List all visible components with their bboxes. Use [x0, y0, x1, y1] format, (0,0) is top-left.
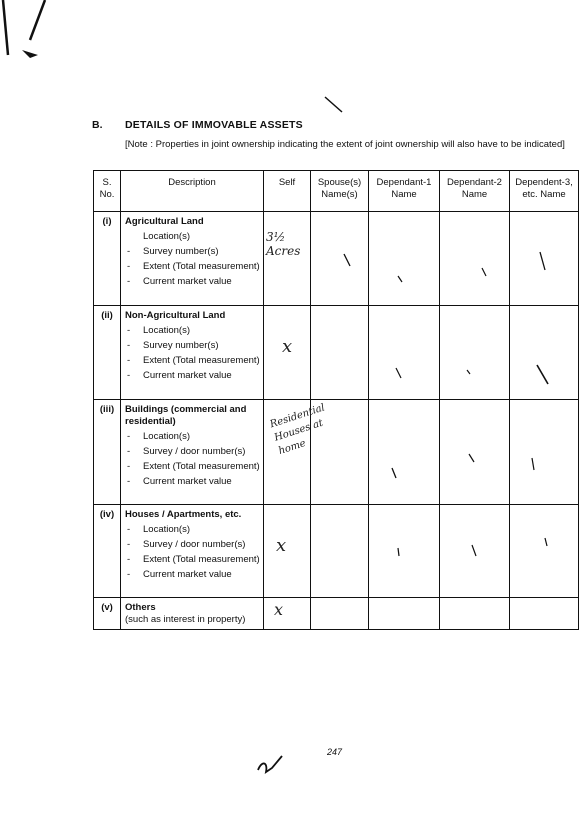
header-sno: S. No.: [94, 171, 121, 212]
row-self: x: [264, 598, 311, 630]
immovable-assets-table: [93, 170, 579, 630]
row-description: [121, 212, 264, 306]
row-dependant-2: [440, 400, 510, 505]
row-description: [121, 306, 264, 400]
row-dependant-2: [440, 505, 510, 598]
table-row: [94, 306, 579, 400]
list-item: Location(s): [143, 231, 190, 242]
row-sno: (i): [94, 212, 121, 306]
section-title: DETAILS OF IMMOVABLE ASSETS: [125, 119, 303, 131]
row-dependant-2: [440, 212, 510, 306]
list-item: - Survey / door number(s): [125, 539, 260, 550]
row-sno: (iii): [94, 400, 121, 505]
row-dependant-2: [440, 306, 510, 400]
row-dependant-1: [369, 598, 440, 630]
list-item: - Current market value: [125, 476, 260, 487]
row-dependant-1: [369, 212, 440, 306]
table-row: [94, 598, 579, 630]
row-self: Residential Houses at home: [264, 400, 311, 505]
list-item: - Extent (Total measurement): [125, 461, 260, 472]
list-item: - Survey / door number(s): [125, 446, 260, 457]
row-spouse: [311, 306, 369, 400]
table-row: [94, 212, 579, 306]
signature: [258, 756, 282, 772]
header-dependent-3: Dependent-3, etc. Name: [510, 171, 579, 212]
header-dependant-2: Dependant-2 Name: [440, 171, 510, 212]
row-sno: (iv): [94, 505, 121, 598]
row-spouse: [311, 212, 369, 306]
row-dependant-1: [369, 306, 440, 400]
header-dependant-1: Dependant-1 Name: [369, 171, 440, 212]
row-self: x: [264, 306, 311, 400]
row-description: [121, 400, 264, 505]
row-dependant-1: [369, 400, 440, 505]
row-spouse: [311, 598, 369, 630]
list-item: - Survey number(s): [125, 246, 260, 257]
row-category: Agricultural Land: [125, 216, 204, 227]
row-dependent-3: [510, 598, 579, 630]
row-category: Others: [125, 602, 156, 613]
scan-artifact: [30, 0, 45, 40]
row-sno: (ii): [94, 306, 121, 400]
scan-artifact: [22, 50, 38, 58]
list-item: - Current market value: [125, 276, 260, 287]
list-item: - Extent (Total measurement): [125, 554, 260, 565]
row-dependent-3: [510, 212, 579, 306]
table-header-row: [94, 171, 579, 212]
list-item: - Current market value: [125, 569, 260, 580]
row-self: 3½ Acres: [264, 212, 311, 306]
scan-artifact: [325, 97, 342, 112]
row-spouse: [311, 505, 369, 598]
list-item: - Extent (Total measurement): [125, 261, 260, 272]
row-dependant-2: [440, 598, 510, 630]
header-self: Self: [264, 171, 311, 212]
table-row: [94, 400, 579, 505]
row-sno: (v): [94, 598, 121, 630]
list-item: - Current market value: [125, 370, 260, 381]
row-category-detail: (such as interest in property): [125, 614, 246, 625]
header-spouse: Spouse(s) Name(s): [311, 171, 369, 212]
page-number: 247: [327, 747, 343, 757]
list-item: - Location(s): [125, 524, 260, 535]
row-category: Buildings (commercial and residential): [125, 404, 247, 427]
row-dependent-3: [510, 306, 579, 400]
row-dependent-3: [510, 400, 579, 505]
header-description: Description: [121, 171, 264, 212]
row-self: x: [264, 505, 311, 598]
row-description: [121, 505, 264, 598]
list-item: - Location(s): [125, 325, 260, 336]
list-item: - Extent (Total measurement): [125, 355, 260, 366]
row-dependant-1: [369, 505, 440, 598]
list-item: - Survey number(s): [125, 340, 260, 351]
row-category: Non-Agricultural Land: [125, 310, 226, 321]
row-dependent-3: [510, 505, 579, 598]
section-label: B.: [92, 119, 103, 131]
row-description: [121, 598, 264, 630]
list-item: - Location(s): [125, 431, 260, 442]
section-note: [Note : Properties in joint ownership indicating the extent of joint ownership will also have to be indicated]: [125, 139, 565, 150]
table-row: [94, 505, 579, 598]
row-category: Houses / Apartments, etc.: [125, 509, 242, 520]
scan-artifact: [3, 0, 8, 55]
